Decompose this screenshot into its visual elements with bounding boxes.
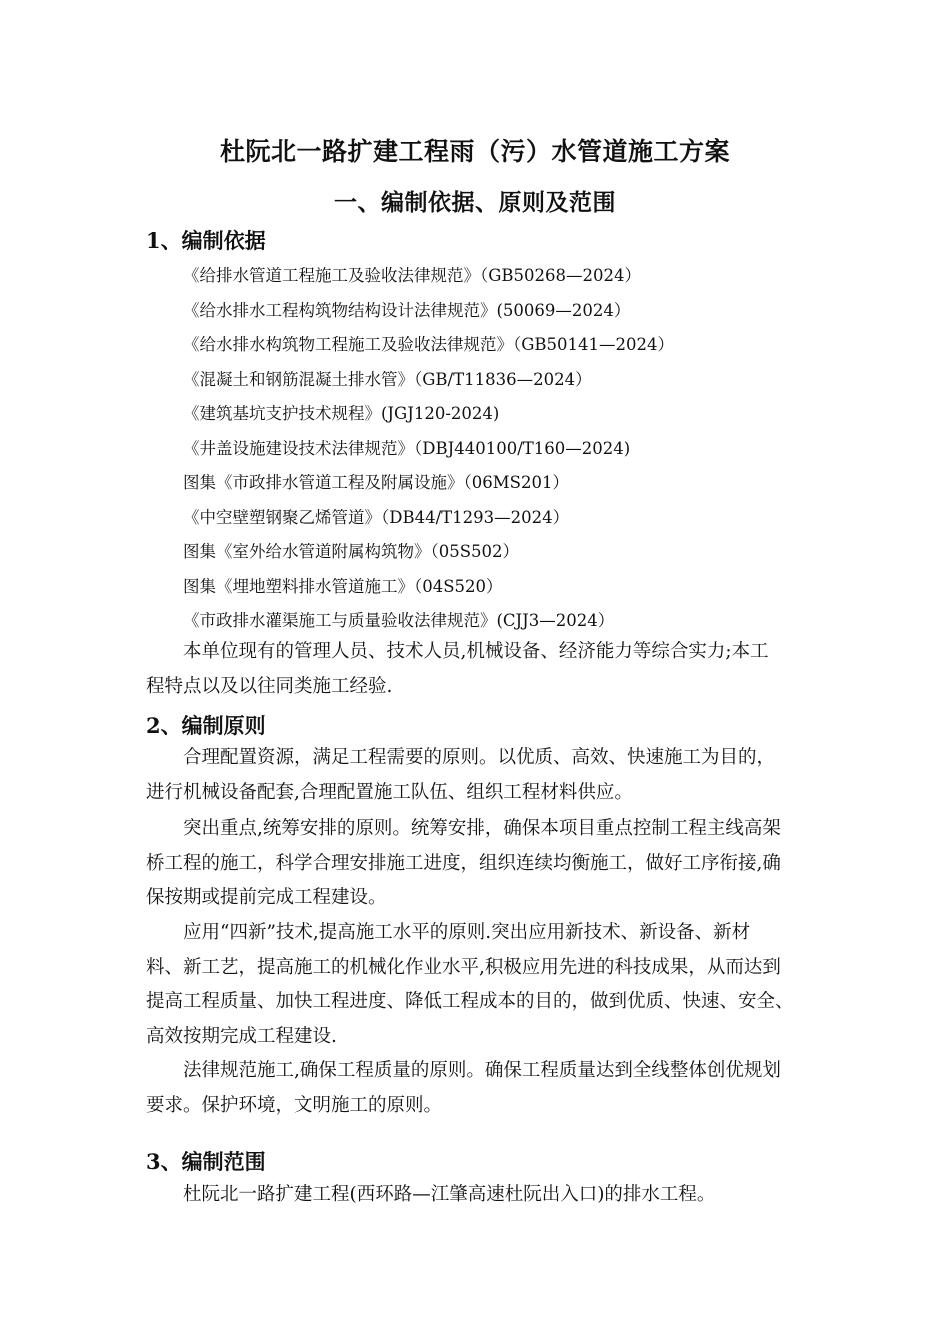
- paragraph-line: 提高工程质量、加快工程进度、降低工程成本的目的，做到优质、快速、安全、: [146, 991, 794, 1012]
- reference-item: 图集《埋地塑料排水管道施工》（04S520）: [183, 577, 503, 596]
- reference-item: 《建筑基坑支护技术规程》(JGJ120-2024): [183, 404, 500, 423]
- reference-item: 《给水排水构筑物工程施工及验收法律规范》（GB50141—2024）: [183, 335, 675, 354]
- document-title: 杜阮北一路扩建工程雨（污）水管道施工方案: [219, 137, 730, 166]
- chapter-title: 一、编制依据、原则及范围: [334, 189, 616, 216]
- paragraph-line: 本单位现有的管理人员、技术人员,机械设备、经济能力等综合实力;本工: [183, 641, 769, 662]
- reference-item: 《井盖设施建设技术法律规范》（DBJ440100/T160—2024): [183, 439, 631, 458]
- paragraph-line: 合理配置资源，满足工程需要的原则。以优质、高效、快速施工为目的，: [183, 747, 776, 768]
- reference-item: 《混凝土和钢筋混凝土排水管》（GB/T11836—2024）: [183, 370, 592, 389]
- paragraph-line: 程特点以及以往同类施工经验.: [146, 675, 393, 697]
- paragraph-line: 应用“四新”技术,提高施工水平的原则.突出应用新技术、新设备、新材: [183, 922, 751, 943]
- paragraph-line: 料、新工艺，提高施工的机械化作业水平,积极应用先进的科技成果，从而达到: [146, 956, 781, 978]
- paragraph-line: 法律规范施工,确保工程质量的原则。确保工程质量达到全线整体创优规划: [183, 1060, 781, 1081]
- principle-paragraph: [146, 916, 826, 1054]
- principle-paragraph: [146, 1054, 826, 1123]
- reference-item: 图集《市政排水管道工程及附属设施》（06MS201）: [183, 473, 569, 492]
- paragraph-line: 高效按期完成工程建设.: [146, 1025, 337, 1047]
- paragraph-line: 保按期或提前完成工程建设。: [146, 887, 387, 908]
- principle-paragraph: [146, 741, 826, 810]
- section-heading-principles: 2、编制原则: [146, 713, 266, 738]
- reference-item: 《市政排水灌渠施工与质量验收法律规范》(CJJ3—2024）: [183, 611, 615, 630]
- reference-item: 《给水排水工程构筑物结构设计法律规范》(50069—2024）: [183, 301, 631, 320]
- section-heading-scope: 3、编制范围: [146, 1149, 266, 1174]
- paragraph-line: 杜阮北一路扩建工程(西环路—江肇高速杜阮出入口)的排水工程。: [183, 1184, 716, 1205]
- section-heading-basis: 1、编制依据: [146, 228, 266, 253]
- reference-item: 图集《室外给水管道附属构筑物》（05S502）: [183, 542, 520, 561]
- principle-paragraph: [146, 812, 826, 916]
- reference-item: 《给排水管道工程施工及验收法律规范》（GB50268—2024）: [183, 266, 642, 285]
- paragraph-line: 突出重点,统筹安排的原则。统筹安排，确保本项目重点控制工程主线高架: [183, 818, 781, 839]
- paragraph-line: 进行机械设备配套,合理配置施工队伍、组织工程材料供应。: [146, 781, 633, 803]
- reference-item: 《中空壁塑钢聚乙烯管道》（DB44/T1293—2024）: [183, 508, 570, 527]
- scope-paragraph: [146, 1178, 826, 1213]
- paragraph-line: 要求。保护环境，文明施工的原则。: [146, 1094, 443, 1116]
- basis-closing-paragraph: [146, 635, 826, 704]
- paragraph-line: 桥工程的施工，科学合理安排施工进度，组织连续均衡施工，做好工序衔接,确: [146, 852, 781, 874]
